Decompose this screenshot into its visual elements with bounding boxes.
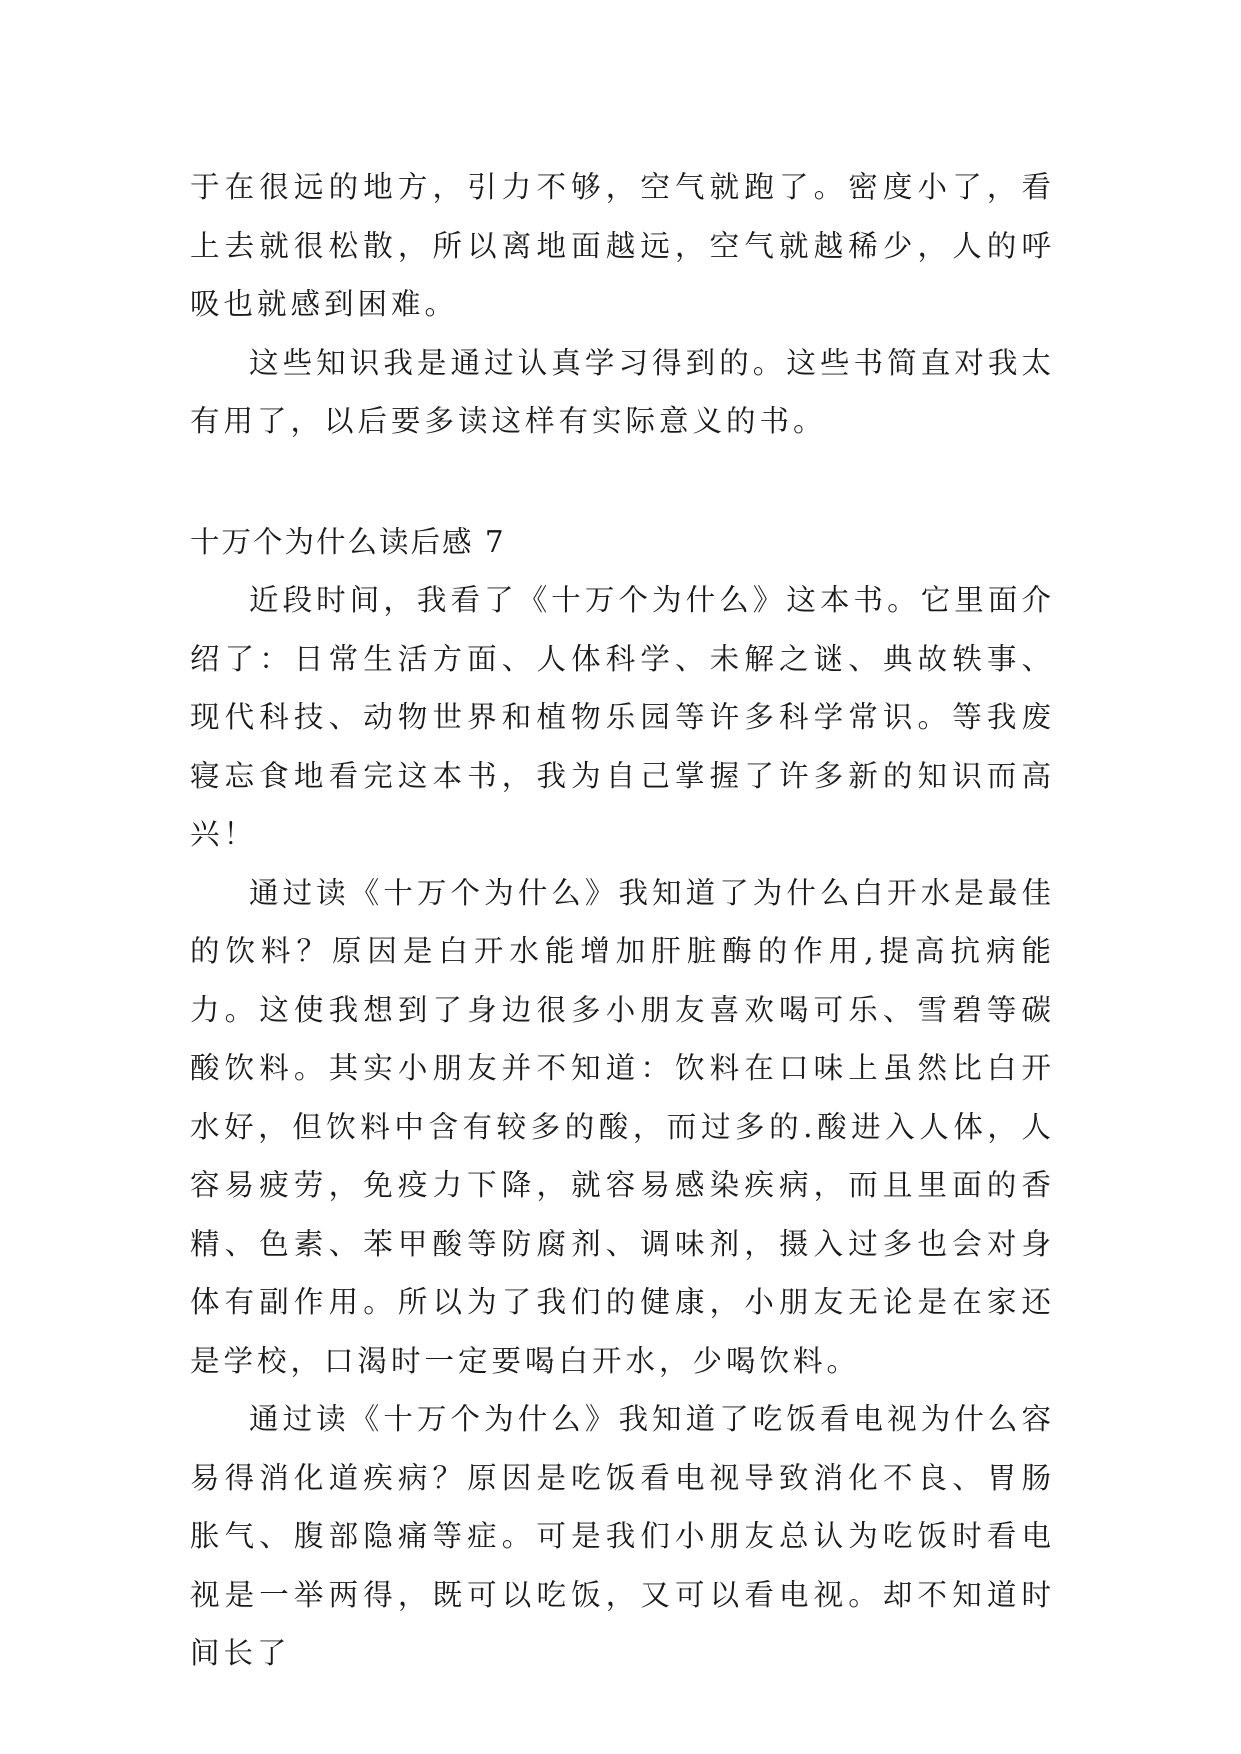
paragraph: 近段时间，我看了《十万个为什么》这本书。它里面介绍了：日常生活方面、人体科学、未解之谜、典故轶事、现代科技、动物世界和植物乐园等许多科学常识。等我废寝忘食地看完这本书，我为自己掌握了许多新的知识而高兴！: [190, 583, 1055, 851]
paragraph: 这些知识我是通过认真学习得到的。这些书简直对我太有用了，以后要多读这样有实际意义的书。: [190, 345, 1055, 438]
section-heading: 十万个为什么读后感 7: [190, 524, 506, 559]
paragraph: 通过读《十万个为什么》我知道了为什么白开水是最佳的饮料？原因是白开水能增加肝脏酶的作用,提高抗病能力。这使我想到了身边很多小朋友喜欢喝可乐、雪碧等碳酸饮料。其实小朋友并不知道：饮料在口味上虽然比白开水好，但饮料中含有较多的酸，而过多的.酸进入人体，人容易疲劳，免疫力下降，就容易感染疾病，而且里面的香精、色素、苯甲酸等防腐剂、调味剂，摄入过多也会对身体有副作用。所以为了我们的健康，小朋友无论是在家还是学校，口渴时一定要喝白开水，少喝饮料。: [190, 875, 1055, 1378]
paragraph: 通过读《十万个为什么》我知道了吃饭看电视为什么容易得消化道疾病？原因是吃饭看电视导致消化不良、胃肠胀气、腹部隐痛等症。可是我们小朋友总认为吃饭时看电视是一举两得，既可以吃饭，又可以看电视。却不知道时间长了: [190, 1402, 1055, 1670]
paragraph-continued: 于在很远的地方，引力不够，空气就跑了。密度小了，看上去就很松散，所以离地面越远，空气就越稀少，人的呼吸也就感到困难。: [190, 170, 1055, 321]
document-body: [190, 158, 1055, 1683]
